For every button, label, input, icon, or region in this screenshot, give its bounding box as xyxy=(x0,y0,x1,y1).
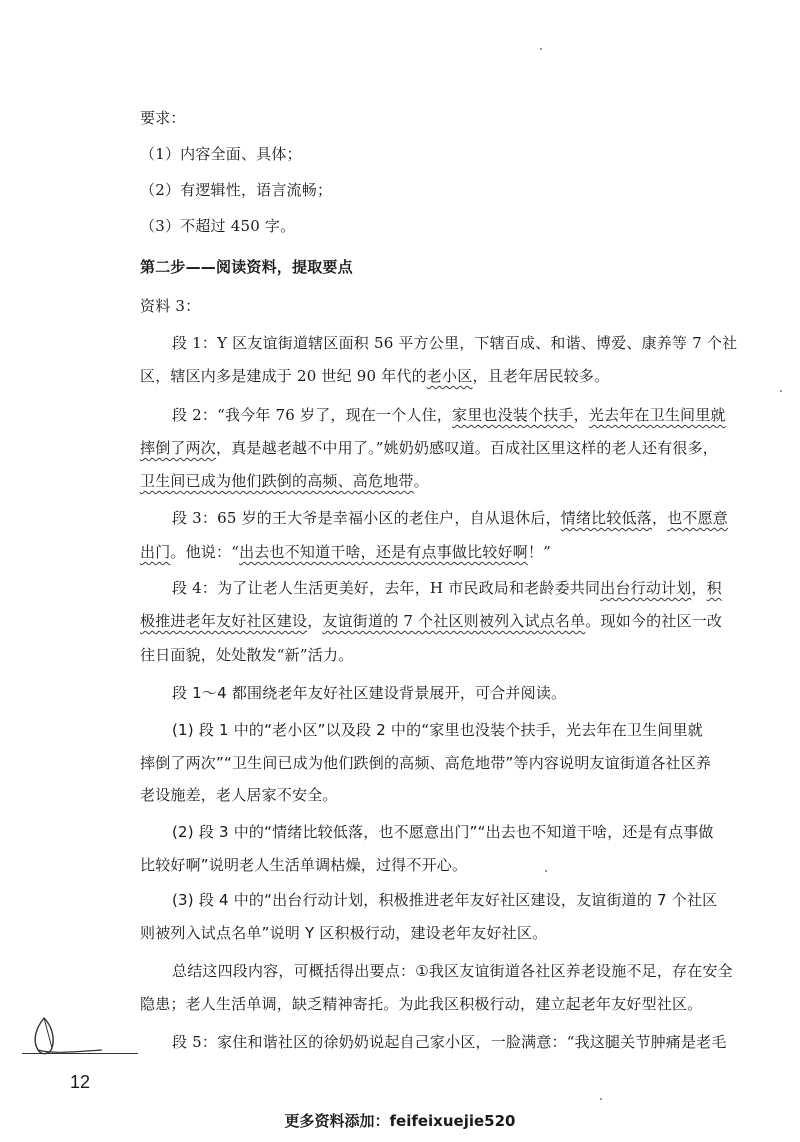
text-run: 段 2：“我今年 76 岁了，现在一个人住， xyxy=(172,406,453,424)
underlined-text: 光去年在卫生间里就 xyxy=(588,406,726,424)
underlined-text: 积 xyxy=(706,579,722,597)
text-run: ， xyxy=(691,579,707,597)
text-run: 段 3：65 岁的王大爷是幸福小区的老住户，自从退休后， xyxy=(172,509,561,527)
scan-speck xyxy=(540,48,542,50)
scan-speck xyxy=(600,1098,602,1100)
footer-note: 更多资料添加：feifeixuejie520 xyxy=(284,1112,516,1130)
para2-line3 xyxy=(140,471,740,491)
text-run: 。现如今的社区一改 xyxy=(585,612,723,630)
pen-sketch-icon xyxy=(22,1012,142,1062)
para5-line1: 段 5：家住和谐社区的徐奶奶说起自己家小区，一脸满意：“我这腿关节肿痛是老毛 xyxy=(172,1033,727,1051)
underlined-text: 也不愿意 xyxy=(667,509,728,527)
para4-line3: 往日面貌，处处散发“新”活力。 xyxy=(140,646,354,664)
text-run: 。 xyxy=(413,472,429,490)
requirement-item: （3）不超过 450 字。 xyxy=(140,217,296,235)
step2-heading: 第二步——阅读资料，提取要点 xyxy=(140,258,353,276)
analysis-point2-line2: 比较好啊”说明老人生活单调枯燥，过得不开心。 xyxy=(140,856,468,874)
text-run: 。他说：“ xyxy=(170,543,240,561)
underlined-text: 友谊街道的 7 个社区则被列入试点名单 xyxy=(322,612,586,630)
requirements-heading: 要求： xyxy=(140,109,186,127)
analysis-summary-line1: 总结这四段内容，可概括得出要点：①我区友谊街道各社区养老设施不足，存在安全 xyxy=(172,962,733,980)
analysis-intro: 段 1～4 都围绕老年友好社区建设背景展开，可合并阅读。 xyxy=(172,684,567,702)
underlined-text: 极推进老年友好社区建设 xyxy=(140,612,308,630)
underlined-text: 出台行动计划 xyxy=(600,579,692,597)
text-run: ， xyxy=(573,406,589,424)
para2-line1 xyxy=(172,405,740,425)
underlined-text: 出去也不知道干啥，还是有点事做比较好啊 xyxy=(239,543,528,561)
para4-line1 xyxy=(172,578,740,598)
underlined-text: 家里也没装个扶手 xyxy=(452,406,574,424)
para3-line2 xyxy=(140,542,740,562)
analysis-point1-line1: (1) 段 1 中的“老小区”以及段 2 中的“家里也没装个扶手，光去年在卫生间里就 xyxy=(172,721,703,739)
scan-speck xyxy=(545,870,547,872)
text-run: ！” xyxy=(527,543,551,561)
analysis-point1-line3: 老设施差，老人居家不安全。 xyxy=(140,786,338,804)
para4-line2 xyxy=(140,611,740,631)
text-run: ， xyxy=(651,509,668,527)
para1-line1: 段 1：Y 区友谊街道辖区面积 56 平方公里，下辖百成、和谐、博爱、康养等 7 个社 xyxy=(172,334,738,352)
para1-line2 xyxy=(140,366,740,386)
text-run: ，真是越老越不中用了。”姚奶奶感叹道。百成社区里这样的老人还有很多， xyxy=(216,439,718,457)
analysis-summary-line2: 隐患；老人生活单调，缺乏精神寄托。为此我区积极行动，建立起老年友好型社区。 xyxy=(140,995,703,1013)
underlined-text: 卫生间已成为他们跌倒的高频、高危地带 xyxy=(140,472,414,490)
underlined-text: 出门 xyxy=(140,543,171,561)
material-label: 资料 3： xyxy=(140,297,201,315)
text-run: 段 4：为了让老人生活更美好，去年，H 市民政局和老龄委共同 xyxy=(172,579,601,597)
underlined-text: 老小区 xyxy=(426,367,473,385)
para3-line1 xyxy=(172,508,740,528)
scan-speck xyxy=(780,390,782,392)
requirement-item: （1）内容全面、具体； xyxy=(140,145,302,163)
text-run: ，且老年居民较多。 xyxy=(472,367,610,385)
analysis-point3-line1: (3) 段 4 中的“出台行动计划，积极推进老年友好社区建设，友谊街道的 7 个社区 xyxy=(172,891,718,909)
para2-line2 xyxy=(140,438,740,458)
analysis-point3-line2: 则被列入试点名单”说明 Y 区积极行动，建设老年友好社区。 xyxy=(140,924,548,942)
requirement-item: （2）有逻辑性，语言流畅； xyxy=(140,181,333,199)
text-run: 区，辖区内多是建成于 20 世纪 90 年代的 xyxy=(140,367,427,385)
underlined-text: 摔倒了两次 xyxy=(140,439,217,457)
analysis-point2-line1: (2) 段 3 中的“情绪比较低落，也不愿意出门”“出去也不知道干啥，还是有点事做 xyxy=(172,823,714,841)
analysis-point1-line2: 摔倒了两次”“卫生间已成为他们跌倒的高频、高危地带”等内容说明友谊街道各社区养 xyxy=(140,754,712,772)
divider xyxy=(22,1053,138,1054)
underlined-text: 情绪比较低落 xyxy=(560,509,652,527)
page-number: 12 xyxy=(70,1072,91,1092)
text-run: ， xyxy=(307,612,323,630)
